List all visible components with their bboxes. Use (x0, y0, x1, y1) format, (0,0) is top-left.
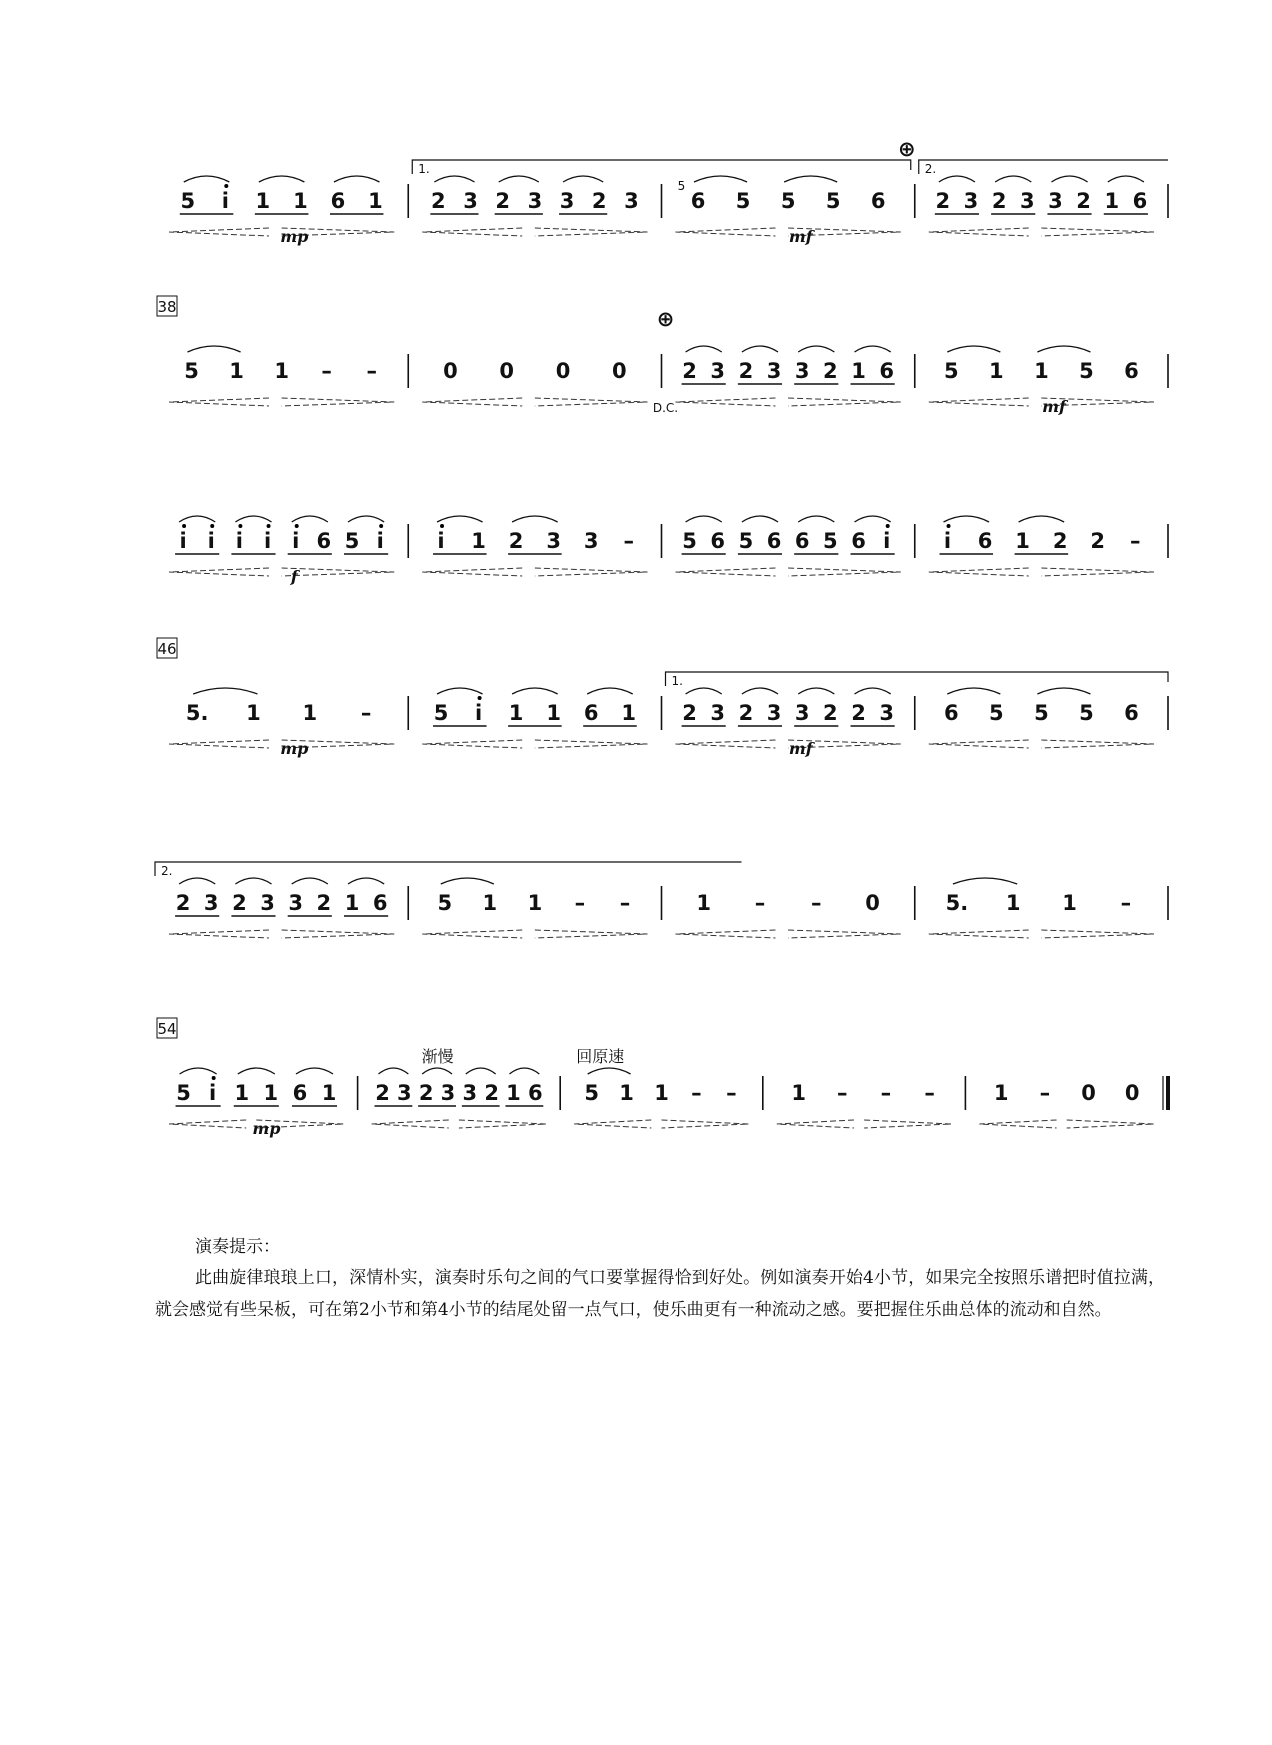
jianpu-note: 3 (440, 1081, 456, 1105)
jianpu-note: 1 (255, 189, 271, 213)
jianpu-note: – (360, 701, 372, 725)
coda-sign: ⊕ (656, 307, 675, 331)
crescendo-hairpin (676, 930, 776, 938)
jianpu-note: – (366, 359, 377, 383)
slur (686, 346, 722, 352)
jianpu-note: 5. (945, 891, 969, 915)
jianpu-note: – (726, 1081, 737, 1105)
jianpu-note: 1 (344, 891, 360, 915)
jianpu-note: 6 (330, 189, 346, 213)
jianpu-note: – (321, 359, 332, 383)
crescendo-hairpin (929, 228, 1029, 236)
volta-bracket (919, 160, 1168, 174)
jianpu-note: 1 (851, 359, 866, 383)
slur (180, 1068, 217, 1074)
jianpu-note: 0 (1124, 1081, 1140, 1105)
jianpu-note: i (221, 189, 229, 213)
slur (179, 516, 215, 522)
jianpu-note: 2 (508, 529, 524, 553)
jianpu-note: 1 (1034, 359, 1049, 383)
slur (798, 688, 834, 694)
slur (784, 176, 837, 182)
jianpu-note: 2 (175, 891, 191, 915)
jianpu-note: 1 (654, 1081, 669, 1105)
jianpu-note: 1 (1015, 529, 1030, 553)
octave-dot (182, 524, 186, 528)
slur (334, 176, 380, 182)
jianpu-note: 1 (482, 891, 498, 915)
jianpu-note: 5 (180, 189, 196, 213)
jianpu-note: 2 (495, 189, 511, 213)
octave-dot (478, 696, 482, 700)
slur (434, 176, 474, 182)
octave-dot (295, 524, 299, 528)
jianpu-note: 6 (690, 189, 706, 213)
jianpu-note: 2 (851, 701, 866, 725)
coda-sign: ⊕ (897, 137, 916, 161)
jianpu-note: 0 (865, 891, 880, 915)
slur (238, 1068, 275, 1074)
jianpu-note: 5 (682, 529, 697, 553)
crescendo-hairpin (422, 228, 522, 236)
jianpu-note: 3 (546, 529, 561, 553)
jianpu-note: 5 (780, 189, 796, 213)
diminuendo-hairpin (1041, 930, 1154, 938)
slur (686, 516, 722, 522)
slur (855, 688, 891, 694)
jianpu-note: 6 (870, 189, 886, 213)
jianpu-note: 3 (260, 891, 275, 915)
jianpu-note: 3 (583, 529, 599, 553)
diminuendo-hairpin (788, 398, 901, 406)
jianpu-note: 5 (1079, 359, 1094, 383)
slur (348, 878, 384, 884)
jianpu-note: 1 (274, 359, 289, 383)
octave-dot (886, 524, 890, 528)
jianpu-note: 6 (372, 891, 388, 915)
slur (947, 688, 1000, 694)
diminuendo-hairpin (788, 568, 901, 576)
jianpu-note: 2 (1052, 529, 1068, 553)
jianpu-note: i (235, 529, 243, 553)
jianpu-note: i (474, 701, 483, 725)
jianpu-note: 1 (234, 1081, 250, 1105)
performance-notes (155, 1232, 1165, 1326)
diminuendo-hairpin (282, 398, 395, 406)
slur (944, 516, 990, 522)
octave-dot (238, 524, 242, 528)
diminuendo-hairpin (788, 930, 901, 938)
dynamic-mark: mf (1042, 397, 1066, 416)
slur (437, 516, 483, 522)
jianpu-note: 3 (463, 189, 478, 213)
performance-notes-title: 演奏提示： (195, 1237, 280, 1257)
jianpu-note: 3 (1019, 189, 1035, 213)
volta-label: 1. (671, 674, 683, 688)
slur (499, 176, 539, 182)
jianpu-note: 1 (506, 1081, 521, 1105)
crescendo-hairpin (422, 740, 522, 748)
jianpu-note: 2 (316, 891, 332, 915)
jianpu-note: 1 (1062, 891, 1077, 915)
volta-bracket (412, 160, 911, 174)
jianpu-note: 6 (1124, 359, 1139, 383)
diminuendo-hairpin (535, 930, 648, 938)
jianpu-note: 2 (991, 189, 1007, 213)
jianpu-note: 3 (794, 701, 810, 725)
jianpu-note: 1 (619, 1081, 634, 1105)
slur (466, 1068, 496, 1074)
slur (379, 1068, 409, 1074)
jianpu-note: i (209, 1081, 217, 1105)
slur (947, 346, 1000, 352)
octave-dot (379, 524, 383, 528)
jianpu-note: 3 (203, 891, 219, 915)
jianpu-note: 3 (963, 189, 979, 213)
volta-label: 1. (418, 162, 430, 176)
performance-notes-body: 此曲旋律琅琅上口，深情朴实，演奏时乐句之间的气口要掌握得恰到好处。例如演奏开始4小节，如果完全按照乐谱把时值拉满，就会感觉有些呆板，可在第2小节和第4小节的结尾处留一点气口，使乐曲更有一种流动之感。要把握住乐曲总体的流动和自然。 (155, 1268, 1165, 1320)
slur (1108, 176, 1144, 182)
crescendo-hairpin (979, 1120, 1056, 1128)
jianpu-note: i (263, 529, 272, 553)
jianpu-note: 5 (584, 1081, 599, 1105)
jianpu-note: 3 (559, 189, 575, 213)
jianpu-note: 6 (879, 359, 894, 383)
slur (798, 346, 834, 352)
jianpu-note: 1 (696, 891, 711, 915)
jianpu-note: 0 (1081, 1081, 1096, 1105)
volta-label: 2. (161, 864, 173, 878)
slur (939, 176, 975, 182)
crescendo-hairpin (777, 1120, 854, 1128)
jianpu-note: 2 (738, 359, 754, 383)
jianpu-note: 6 (710, 529, 726, 553)
slur (742, 516, 778, 522)
jianpu-note: 3 (766, 359, 782, 383)
jianpu-note: – (811, 891, 822, 915)
jianpu-note: 3 (766, 701, 782, 725)
jianpu-note: 2 (738, 701, 754, 725)
diminuendo-hairpin (535, 568, 648, 576)
jianpu-note: 5 (1034, 701, 1049, 725)
slur (292, 878, 328, 884)
crescendo-hairpin (929, 740, 1029, 748)
crescendo-hairpin (929, 930, 1029, 938)
diminuendo-hairpin (1041, 568, 1154, 576)
jianpu-note: 3 (794, 359, 810, 383)
jianpu-note: 2 (375, 1081, 390, 1105)
octave-dot (212, 1076, 216, 1080)
diminuendo-hairpin (1041, 740, 1154, 748)
slur (509, 1068, 539, 1074)
slur (179, 878, 215, 884)
slur (512, 688, 558, 694)
slur (437, 688, 483, 694)
diminuendo-hairpin (535, 740, 648, 748)
jianpu-note: 1 (293, 189, 308, 213)
jianpu-note: 6 (1132, 189, 1148, 213)
jianpu-note: 1 (508, 701, 524, 725)
octave-dot (440, 524, 444, 528)
jianpu-note: – (1129, 529, 1141, 553)
jianpu-note: 2 (484, 1081, 499, 1105)
tempo-mark: 回原速 (576, 1047, 625, 1066)
jianpu-note: 6 (851, 529, 866, 553)
crescendo-hairpin (169, 568, 269, 576)
slur (193, 688, 257, 694)
slur (184, 176, 230, 182)
jianpu-note: 2 (823, 359, 838, 383)
jianpu-note: 6 (583, 701, 599, 725)
diminuendo-hairpin (459, 1120, 546, 1128)
crescendo-hairpin (676, 398, 776, 406)
jianpu-note: i (376, 529, 384, 553)
crescendo-hairpin (929, 398, 1029, 406)
jianpu-note: – (1120, 891, 1132, 915)
jianpu-note: 5 (184, 359, 199, 383)
jianpu-note: – (1039, 1081, 1051, 1105)
jianpu-note: 2 (591, 189, 607, 213)
jianpu-note: 0 (443, 359, 458, 383)
crescendo-hairpin (372, 1120, 449, 1128)
jianpu-note: 2 (823, 701, 838, 725)
jianpu-note: 2 (418, 1081, 434, 1105)
jianpu-note: 1 (321, 1081, 337, 1105)
slur (296, 1068, 333, 1074)
jianpu-note: – (754, 891, 766, 915)
slur (995, 176, 1031, 182)
jianpu-note: 1 (246, 701, 261, 725)
diminuendo-hairpin (282, 930, 395, 938)
diminuendo-hairpin (1041, 228, 1154, 236)
slur (1037, 346, 1090, 352)
slur (259, 176, 305, 182)
jianpu-note: 6 (292, 1081, 308, 1105)
crescendo-hairpin (676, 568, 776, 576)
octave-dot (947, 524, 951, 528)
jianpu-note: 5 (433, 701, 449, 725)
jianpu-note: – (691, 1081, 702, 1105)
octave-dot (267, 524, 271, 528)
dynamic-mark: mf (788, 739, 813, 758)
jianpu-note: 5 (344, 529, 360, 553)
jianpu-note: 1 (791, 1081, 806, 1105)
jianpu-note: 6 (977, 529, 993, 553)
slur (588, 1068, 631, 1074)
jianpu-note: 1 (527, 891, 543, 915)
dynamic-mark: mp (280, 739, 309, 758)
diminuendo-hairpin (1067, 1120, 1154, 1128)
crescendo-hairpin (169, 1120, 246, 1128)
jianpu-note: 6 (1124, 701, 1139, 725)
slur (1051, 176, 1087, 182)
volta-label: 2. (924, 162, 937, 176)
jianpu-note: 1 (546, 701, 561, 725)
jianpu-note: 1 (1005, 891, 1021, 915)
jianpu-note: i (883, 529, 891, 553)
jianpu-note: 6 (316, 529, 332, 553)
jianpu-note: – (623, 529, 634, 553)
slur (1019, 516, 1065, 522)
dynamic-mark: mp (252, 1119, 281, 1138)
crescendo-hairpin (676, 740, 776, 748)
jianpu-note: 1 (471, 529, 486, 553)
jianpu-note: 1 (993, 1081, 1009, 1105)
jianpu-note: – (837, 1081, 848, 1105)
tempo-mark: 渐慢 (421, 1047, 454, 1066)
crescendo-hairpin (422, 568, 522, 576)
slur (188, 346, 241, 352)
jianpu-note: i (943, 529, 952, 553)
jianpu-note: 6 (943, 701, 959, 725)
jianpu-note: 2 (232, 891, 247, 915)
jianpu-note: 5 (176, 1081, 191, 1105)
slur (587, 688, 633, 694)
jianpu-note: – (880, 1081, 892, 1105)
jianpu-note: 3 (397, 1081, 412, 1105)
grace-note: 5 (677, 179, 686, 193)
volta-bracket (666, 672, 1169, 686)
volta-bracket (155, 862, 742, 876)
jianpu-note: 5. (185, 701, 209, 725)
jianpu-note: 3 (710, 359, 726, 383)
jianpu-note: 1 (368, 189, 383, 213)
crescendo-hairpin (169, 740, 269, 748)
jianpu-note: 0 (499, 359, 515, 383)
slur (292, 516, 328, 522)
jianpu-note: – (619, 891, 631, 915)
slur (686, 688, 722, 694)
slur (512, 516, 558, 522)
jianpu-note: 2 (682, 359, 697, 383)
measure-number: 54 (157, 1020, 177, 1038)
jianpu-note: 1 (989, 359, 1004, 383)
jianpu-note: 0 (612, 359, 627, 383)
jianpu-note: – (924, 1081, 935, 1105)
slur (422, 1068, 452, 1074)
jianpu-note: 0 (555, 359, 571, 383)
jianpu-note: 1 (229, 359, 244, 383)
jianpu-note: 3 (527, 189, 543, 213)
jianpu-note: 2 (935, 189, 951, 213)
jianpu-note: 3 (1048, 189, 1063, 213)
slur (798, 516, 834, 522)
diminuendo-hairpin (864, 1120, 951, 1128)
jianpu-note: 1 (621, 701, 637, 725)
crescendo-hairpin (676, 228, 776, 236)
jianpu-note: 6 (794, 529, 810, 553)
jianpu-note: 3 (624, 189, 639, 213)
jianpu-note: 5 (825, 189, 841, 213)
diminuendo-hairpin (662, 1120, 749, 1128)
jianpu-note: 5 (823, 529, 838, 553)
jianpu-note: 6 (766, 529, 782, 553)
jianpu-note: 2 (1090, 529, 1105, 553)
jianpu-note: i (179, 529, 187, 553)
slur (1037, 688, 1090, 694)
jianpu-note: i (437, 529, 445, 553)
jianpu-note: 2 (1076, 189, 1091, 213)
slur (441, 878, 494, 884)
slur (953, 878, 1017, 884)
slur (855, 346, 891, 352)
slur (694, 176, 747, 182)
dynamic-mark: mf (788, 227, 813, 246)
crescendo-hairpin (422, 398, 522, 406)
slur (348, 516, 384, 522)
jianpu-note: 5 (437, 891, 453, 915)
jianpu-note: – (574, 891, 586, 915)
jianpu-note: 2 (431, 189, 446, 213)
jianpu-note: 3 (462, 1081, 478, 1105)
jianpu-note: 1 (302, 701, 318, 725)
crescendo-hairpin (169, 398, 269, 406)
jianpu-note: 5 (1079, 701, 1094, 725)
crescendo-hairpin (169, 930, 269, 938)
jianpu-note: 3 (288, 891, 304, 915)
jianpu-note: 2 (682, 701, 697, 725)
crescendo-hairpin (169, 228, 269, 236)
slur (235, 516, 271, 522)
measure-number: 38 (157, 298, 177, 316)
jianpu-note: 1 (263, 1081, 279, 1105)
slur (235, 878, 271, 884)
diminuendo-hairpin (535, 398, 648, 406)
jianpu-note: i (292, 529, 300, 553)
slur (742, 688, 778, 694)
jianpu-note: 6 (527, 1081, 543, 1105)
crescendo-hairpin (929, 568, 1029, 576)
dc-mark: D.C. (652, 401, 679, 415)
jianpu-note: 5 (735, 189, 751, 213)
octave-dot (210, 524, 214, 528)
measure-number: 46 (157, 640, 177, 658)
dynamic-mark: mp (280, 227, 309, 246)
diminuendo-hairpin (282, 568, 395, 576)
slur (742, 346, 778, 352)
crescendo-hairpin (574, 1120, 651, 1128)
slur (563, 176, 603, 182)
dynamic-mark: f (290, 567, 298, 586)
jianpu-note: 3 (879, 701, 894, 725)
crescendo-hairpin (422, 930, 522, 938)
slur (855, 516, 891, 522)
jianpu-note: 5 (989, 701, 1004, 725)
jianpu-note: i (207, 529, 215, 553)
jianpu-note: 5 (943, 359, 959, 383)
jianpu-note: 5 (738, 529, 754, 553)
octave-dot (224, 184, 228, 188)
diminuendo-hairpin (535, 228, 648, 236)
jianpu-note: 1 (1104, 189, 1120, 213)
jianpu-note: 3 (710, 701, 726, 725)
